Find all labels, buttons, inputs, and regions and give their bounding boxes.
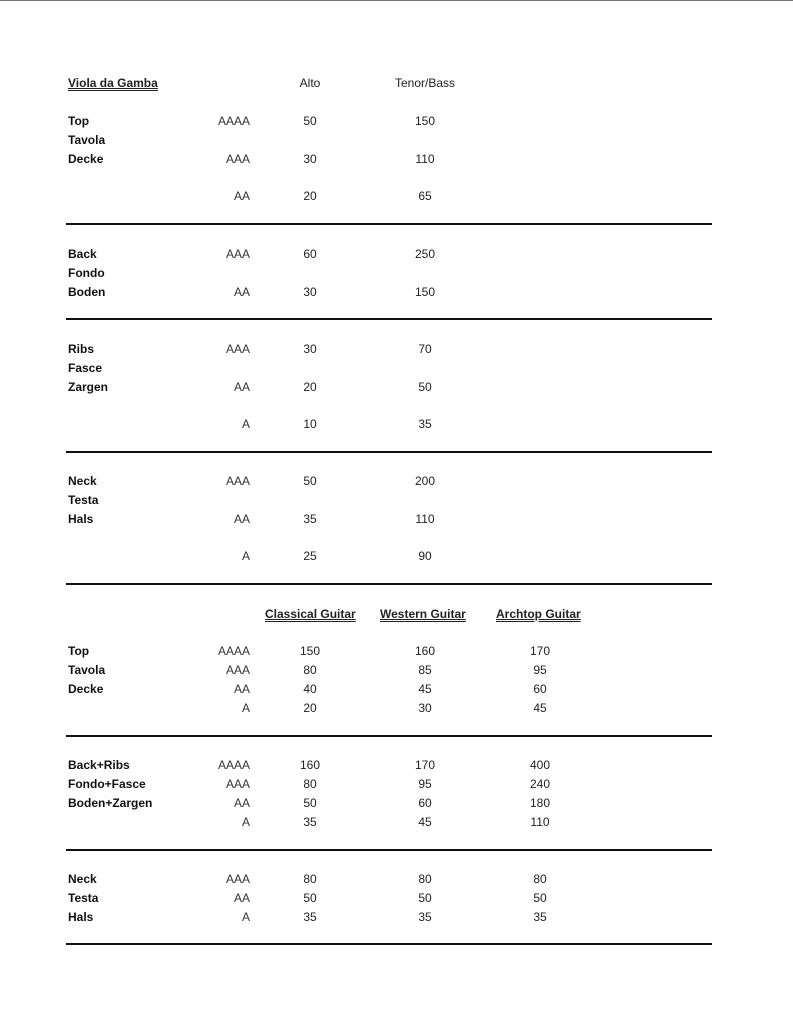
- grade: AAA: [225, 872, 250, 886]
- grade: AAA: [225, 247, 250, 261]
- value-archtop: 50: [533, 891, 547, 905]
- part-name: Boden+Zargen: [68, 796, 153, 810]
- value-tenor-bass: 250: [414, 247, 436, 261]
- grade: A: [241, 910, 250, 924]
- section-divider: [66, 849, 712, 851]
- value-alto: 30: [303, 285, 317, 299]
- value-alto: 60: [303, 247, 317, 261]
- part-name: Top: [68, 644, 90, 658]
- value-archtop: 110: [530, 815, 550, 829]
- value-tenor-bass: 110: [415, 512, 435, 526]
- value-classical: 80: [303, 777, 317, 791]
- header-classical-guitar: Classical Guitar: [265, 607, 356, 621]
- value-classical: 40: [303, 682, 317, 696]
- value-western: 30: [418, 701, 432, 715]
- grade: AAAA: [217, 644, 250, 658]
- value-archtop: 45: [533, 701, 547, 715]
- value-alto: 50: [303, 474, 317, 488]
- value-western: 160: [414, 644, 436, 658]
- value-western: 170: [414, 758, 436, 772]
- value-classical: 150: [299, 644, 321, 658]
- grade: AAA: [225, 152, 250, 166]
- value-western: 80: [418, 872, 432, 886]
- part-name: Back: [68, 247, 97, 261]
- part-name: Tavola: [68, 133, 106, 147]
- header-alto: Alto: [299, 76, 321, 90]
- value-archtop: 35: [533, 910, 547, 924]
- value-western: 45: [418, 682, 432, 696]
- value-archtop: 180: [529, 796, 551, 810]
- grade: A: [241, 417, 250, 431]
- value-tenor-bass: 110: [415, 152, 435, 166]
- viola-title: Viola da Gamba: [68, 76, 158, 90]
- value-western: 85: [418, 663, 432, 677]
- value-archtop: 95: [533, 663, 547, 677]
- part-name: Ribs: [68, 342, 95, 356]
- value-tenor-bass: 150: [414, 114, 436, 128]
- grade: AA: [233, 796, 250, 810]
- value-alto: 20: [303, 189, 317, 203]
- value-western: 45: [418, 815, 432, 829]
- grade: AAA: [225, 474, 250, 488]
- value-alto: 30: [303, 152, 317, 166]
- grade: A: [241, 701, 250, 715]
- grade: AA: [233, 891, 250, 905]
- grade: AAA: [225, 342, 250, 356]
- part-name: Neck: [68, 474, 97, 488]
- part-name: Fondo+Fasce: [68, 777, 146, 791]
- value-alto: 35: [303, 512, 317, 526]
- value-western: 60: [418, 796, 432, 810]
- value-alto: 20: [303, 380, 317, 394]
- value-alto: 10: [303, 417, 317, 431]
- value-archtop: 240: [529, 777, 551, 791]
- part-name: Hals: [68, 512, 94, 526]
- value-classical: 35: [303, 910, 317, 924]
- value-tenor-bass: 90: [418, 549, 432, 563]
- part-name: Hals: [68, 910, 94, 924]
- grade: AA: [233, 380, 250, 394]
- value-classical: 35: [303, 815, 317, 829]
- part-name: Testa: [68, 493, 99, 507]
- value-alto: 30: [303, 342, 317, 356]
- value-archtop: 400: [529, 758, 551, 772]
- part-name: Decke: [68, 682, 104, 696]
- section-divider: [66, 583, 712, 585]
- value-classical: 80: [303, 663, 317, 677]
- value-archtop: 170: [529, 644, 551, 658]
- header-western-guitar: Western Guitar: [380, 607, 466, 621]
- value-western: 50: [418, 891, 432, 905]
- value-classical: 80: [303, 872, 317, 886]
- part-name: Top: [68, 114, 90, 128]
- value-tenor-bass: 65: [418, 189, 432, 203]
- grade: A: [241, 815, 250, 829]
- value-classical: 50: [303, 796, 317, 810]
- grade: AAA: [225, 777, 250, 791]
- part-name: Zargen: [68, 380, 109, 394]
- value-tenor-bass: 50: [418, 380, 432, 394]
- grade: AAAA: [217, 114, 250, 128]
- grade: AA: [233, 285, 250, 299]
- section-divider: [66, 451, 712, 453]
- value-archtop: 60: [533, 682, 547, 696]
- part-name: Testa: [68, 891, 99, 905]
- value-alto: 25: [303, 549, 317, 563]
- page-top-border: [0, 0, 793, 1]
- value-western: 95: [418, 777, 432, 791]
- value-western: 35: [418, 910, 432, 924]
- part-name: Tavola: [68, 663, 106, 677]
- grade: AAAA: [217, 758, 250, 772]
- grade: AA: [233, 189, 250, 203]
- part-name: Neck: [68, 872, 97, 886]
- header-archtop-guitar: Archtop Guitar: [496, 607, 581, 621]
- section-divider: [66, 223, 712, 225]
- grade: A: [241, 549, 250, 563]
- part-name: Back+Ribs: [68, 758, 130, 772]
- grade: AA: [233, 512, 250, 526]
- value-tenor-bass: 200: [414, 474, 436, 488]
- value-tenor-bass: 35: [418, 417, 432, 431]
- value-alto: 50: [303, 114, 317, 128]
- part-name: Decke: [68, 152, 104, 166]
- part-name: Boden: [68, 285, 106, 299]
- value-tenor-bass: 70: [418, 342, 432, 356]
- part-name: Fasce: [68, 361, 103, 375]
- section-divider: [66, 735, 712, 737]
- header-tenor-bass: Tenor/Bass: [394, 76, 456, 90]
- grade: AAA: [225, 663, 250, 677]
- value-tenor-bass: 150: [414, 285, 436, 299]
- grade: AA: [233, 682, 250, 696]
- value-classical: 160: [299, 758, 321, 772]
- section-divider: [66, 318, 712, 320]
- section-divider: [66, 943, 712, 945]
- part-name: Fondo: [68, 266, 105, 280]
- value-classical: 20: [303, 701, 317, 715]
- value-archtop: 80: [533, 872, 547, 886]
- value-classical: 50: [303, 891, 317, 905]
